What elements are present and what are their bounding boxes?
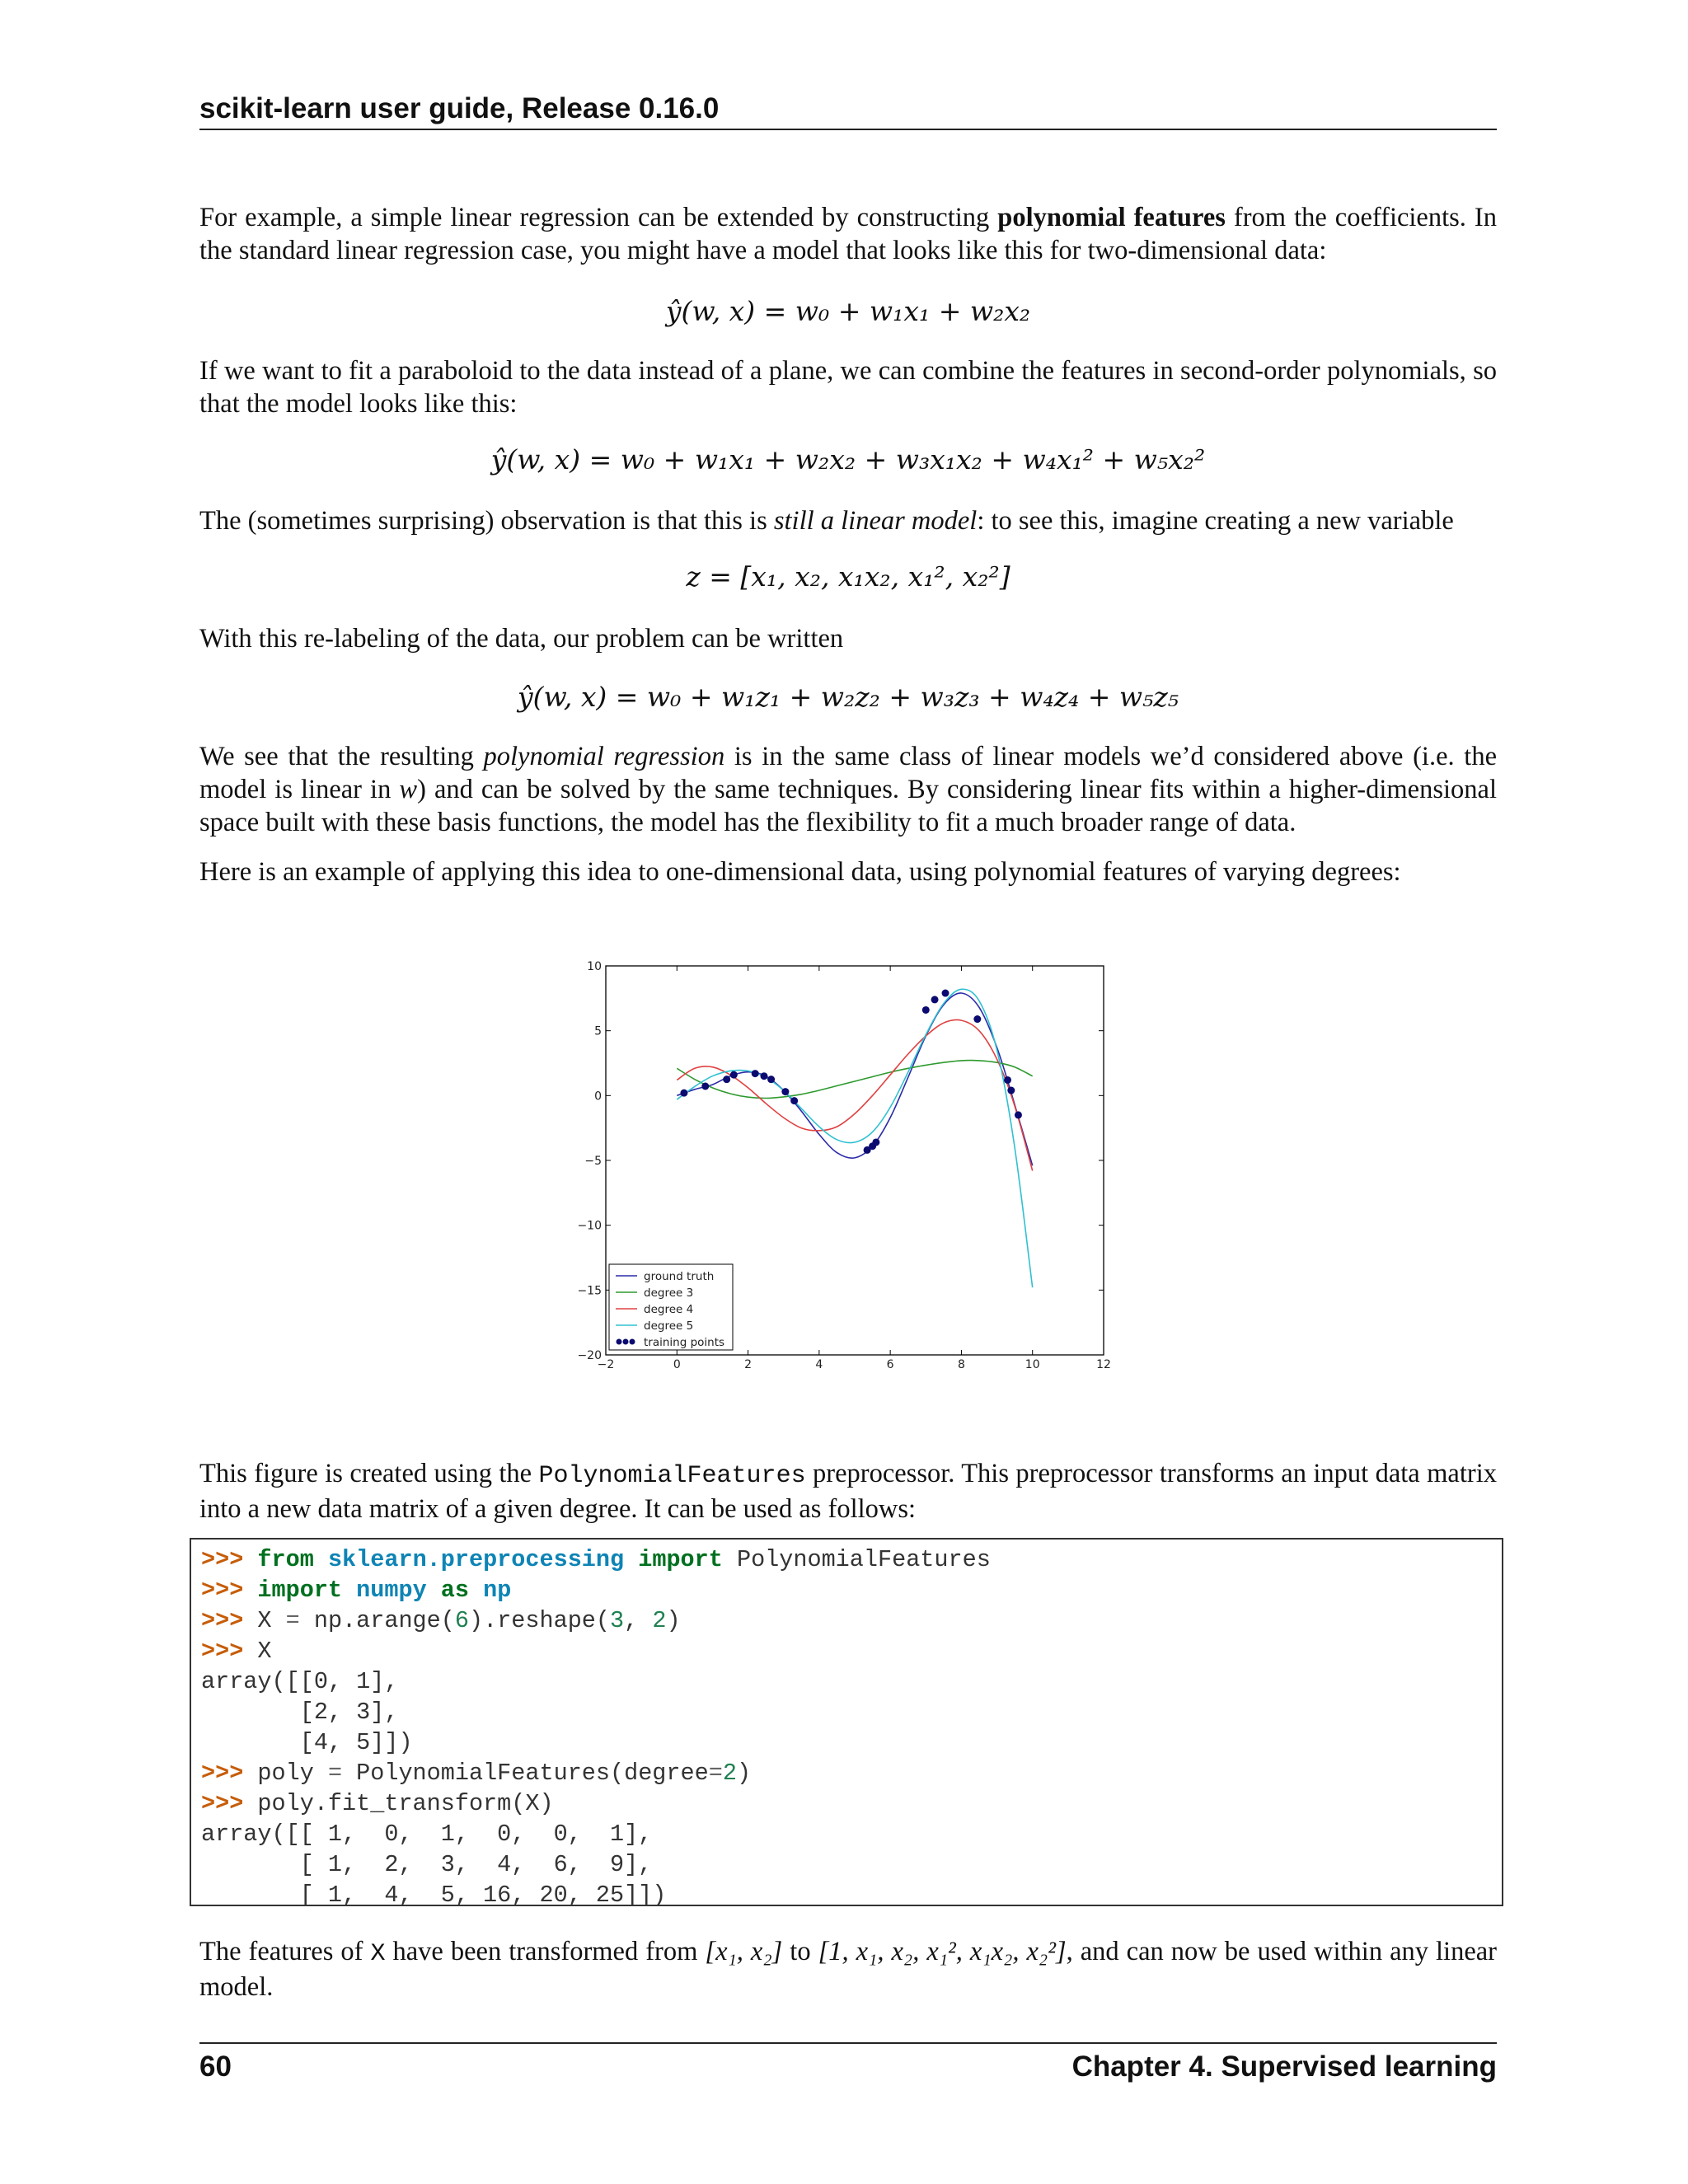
math-new-features: [1, x₁, x₂, x₁², x₁x₂, x₂²] bbox=[818, 1937, 1067, 1966]
code-output-5: [ 1, 2, 3, 4, 6, 9], bbox=[201, 1851, 653, 1878]
term-still-linear: still a linear model bbox=[773, 506, 978, 536]
x-tick-label: 4 bbox=[815, 1358, 823, 1371]
x-tick-label: 8 bbox=[957, 1358, 965, 1371]
legend-label-training-points: training points bbox=[644, 1336, 725, 1349]
chapter-title: Chapter 4. Supervised learning bbox=[1071, 2050, 1497, 2083]
code-line-4: >>> X bbox=[201, 1638, 272, 1665]
training-point bbox=[1004, 1076, 1011, 1084]
y-tick-label: −15 bbox=[577, 1284, 602, 1298]
header-rule bbox=[199, 129, 1497, 130]
code-block[interactable] bbox=[190, 1538, 1503, 1909]
training-point bbox=[973, 1015, 981, 1023]
x-tick-label: 10 bbox=[1025, 1358, 1040, 1371]
training-point bbox=[1007, 1087, 1015, 1094]
x-tick-label: 2 bbox=[744, 1358, 753, 1371]
y-tick-label: −20 bbox=[577, 1349, 602, 1362]
code-line-5: >>> poly = PolynomialFeatures(degree=2) bbox=[201, 1760, 752, 1787]
code-output-1: array([[0, 1], bbox=[201, 1668, 399, 1695]
y-tick-label: 0 bbox=[594, 1090, 602, 1104]
paragraph-paraboloid: If we want to fit a paraboloid to the data instead of a plane, we can combine the features in second-order polynomials, so that the model looks like this: bbox=[199, 356, 1497, 419]
page-number: 60 bbox=[199, 2050, 232, 2083]
code-line-2: >>> import numpy as np bbox=[201, 1577, 512, 1604]
legend-label-ground-truth: ground truth bbox=[644, 1270, 715, 1283]
term-polynomial-regression: polynomial regression bbox=[483, 742, 725, 771]
equation-z-variable: z = [x₁, x₂, x₁x₂, x₁², x₂²] bbox=[686, 560, 1010, 593]
paragraph-transformed: The features of X have been transformed from [x₁, x₂] to [1, x₁, x₂, x₁², x₁x₂, x₂²], and can now be used within any linear model. bbox=[199, 1937, 1497, 2002]
paragraph-relabel: With this re-labeling of the data, our problem can be written bbox=[199, 624, 844, 654]
training-point bbox=[922, 1006, 930, 1014]
training-point bbox=[767, 1076, 775, 1083]
training-point bbox=[730, 1071, 738, 1079]
training-point bbox=[781, 1088, 789, 1095]
footer-rule bbox=[199, 2042, 1497, 2044]
code-output-6: [ 1, 4, 5, 16, 20, 25]]) bbox=[201, 1882, 667, 1909]
legend-marker-training-points bbox=[623, 1339, 629, 1345]
y-tick-label: 5 bbox=[594, 1024, 602, 1038]
training-point bbox=[760, 1072, 767, 1080]
legend-label-degree-3: degree 3 bbox=[644, 1286, 694, 1300]
paragraph-intro: For example, a simple linear regression can be extended by constructing polynomial features from the coefficients. In the standard linear regression case, you might have a model that looks like this for two-dimensional data: bbox=[199, 203, 1497, 265]
legend-marker-training-points bbox=[617, 1339, 622, 1345]
training-point bbox=[1015, 1111, 1022, 1118]
training-point bbox=[752, 1070, 759, 1077]
paragraph-example: Here is an example of applying this idea to one-dimensional data, using polynomial features of varying degrees: bbox=[199, 857, 1401, 887]
y-tick-label: 10 bbox=[587, 960, 602, 973]
training-point bbox=[723, 1076, 730, 1083]
paragraph-preprocessor: This figure is created using the PolynomialFeatures preprocessor. This preprocessor transforms an input data matrix into a new data matrix of a given degree. It can be used as follows: bbox=[199, 1459, 1497, 1524]
code-output-3: [4, 5]]) bbox=[201, 1729, 413, 1756]
inline-code-polynomialfeatures: PolynomialFeatures bbox=[538, 1462, 806, 1490]
math-original-features: [x₁, x₂] bbox=[705, 1937, 783, 1966]
polynomial-fit-chart bbox=[569, 948, 1129, 1376]
training-point bbox=[942, 990, 950, 997]
equation-linear-model: ŷ(w, x) = w₀ + w₁x₁ + w₂x₂ bbox=[665, 295, 1031, 327]
legend-label-degree-4: degree 4 bbox=[644, 1303, 694, 1316]
equation-relabeled-model: ŷ(w, x) = w₀ + w₁z₁ + w₂z₂ + w₃z₃ + w₄z₄ + w₅z₅ bbox=[517, 681, 1179, 713]
training-point bbox=[872, 1138, 879, 1146]
paragraph-observation: The (sometimes surprising) observation is that this is still a linear model: to see this, imagine creating a new variable bbox=[199, 506, 1454, 536]
training-point bbox=[931, 996, 939, 1003]
x-tick-label: 6 bbox=[886, 1358, 894, 1371]
code-line-3: >>> X = np.arange(6).reshape(3, 2) bbox=[201, 1607, 681, 1634]
code-line-6: >>> poly.fit_transform(X) bbox=[201, 1790, 554, 1817]
y-tick-label: −5 bbox=[584, 1155, 602, 1168]
training-point bbox=[790, 1097, 798, 1104]
code-output-4: array([[ 1, 0, 1, 0, 0, 1], bbox=[201, 1821, 653, 1848]
inline-code-x: X bbox=[370, 1940, 386, 1968]
term-polynomial-features: polynomial features bbox=[997, 203, 1226, 232]
math-w: w bbox=[399, 775, 418, 804]
x-tick-label: 0 bbox=[673, 1358, 681, 1371]
legend-label-degree-5: degree 5 bbox=[644, 1319, 694, 1333]
paragraph-polynomial-regression: We see that the resulting polynomial regression is in the same class of linear models we’d considered above (i.e. the model is linear in w) and can be solved by the same techniques. By considering linear fits within a higher-dimensional space built with these basis functions, the model has the flexibility to fit a much broader range of data. bbox=[199, 742, 1497, 837]
legend-marker-training-points bbox=[630, 1339, 635, 1345]
x-tick-label: 12 bbox=[1096, 1358, 1111, 1371]
equation-polynomial-model: ŷ(w, x) = w₀ + w₁x₁ + w₂x₂ + w₃x₁x₂ + w₄x₁² + w₅x₂² bbox=[490, 443, 1206, 476]
code-output-2: [2, 3], bbox=[201, 1699, 399, 1726]
running-header: scikit-learn user guide, Release 0.16.0 bbox=[199, 92, 720, 124]
y-tick-label: −10 bbox=[577, 1219, 602, 1233]
training-point bbox=[701, 1083, 709, 1090]
x-tick-label: −2 bbox=[597, 1358, 615, 1371]
code-line-1: >>> from sklearn.preprocessing import PolynomialFeatures bbox=[201, 1546, 991, 1573]
training-point bbox=[680, 1090, 687, 1097]
